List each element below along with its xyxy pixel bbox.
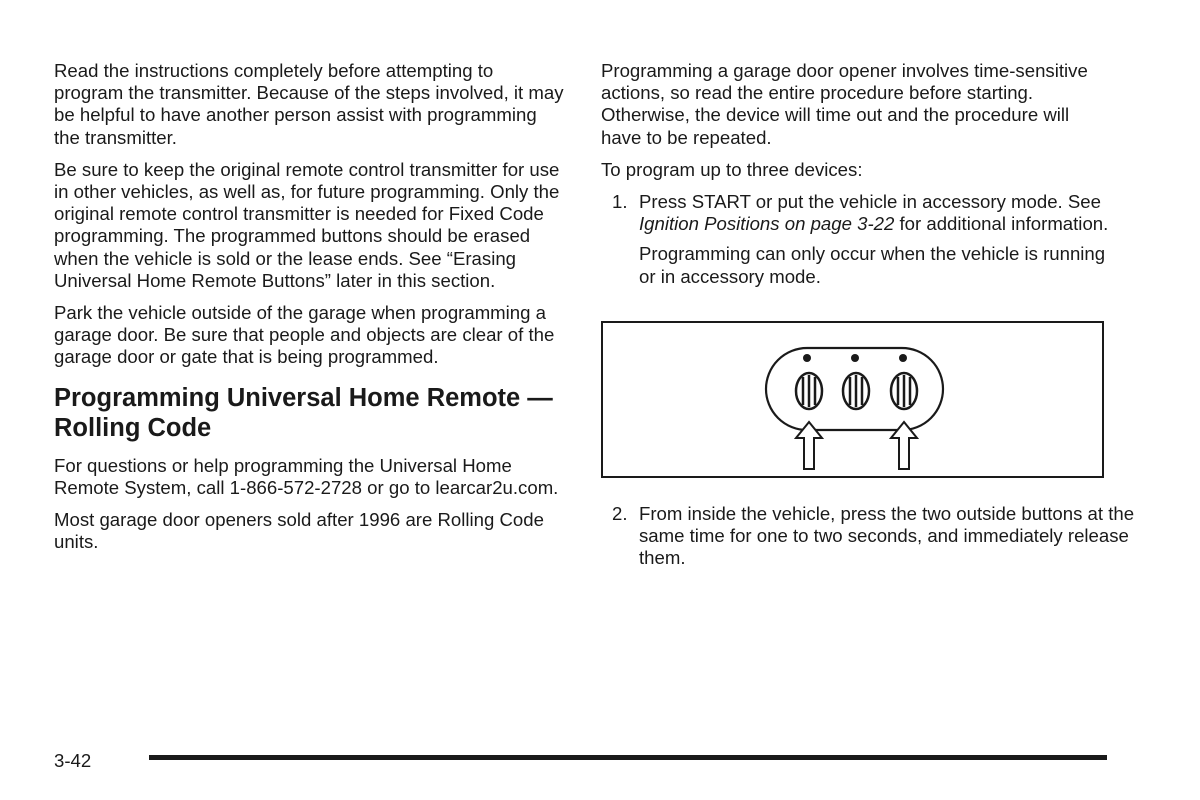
page-number: 3-42 bbox=[54, 750, 92, 771]
step-text-end: for additional information. bbox=[894, 213, 1109, 235]
remote-buttons-illustration bbox=[601, 321, 1104, 478]
help-contact-paragraph: For questions or help programming the Universal Home Remote System, call 1-866-572-2728 or go to learcar2u.com. bbox=[54, 454, 559, 498]
section-heading: Programming Universal Home Remote — Rolling Code bbox=[54, 383, 553, 442]
indicator-dot bbox=[851, 354, 859, 362]
cross-reference: Ignition Positions on page 3-22 bbox=[639, 213, 895, 235]
footer-rule bbox=[149, 755, 1107, 760]
remote-button-2 bbox=[843, 373, 869, 409]
step-1-note: Programming can only occur when the vehicle is running or in accessory mode. bbox=[639, 243, 1106, 287]
remote-button-3 bbox=[891, 373, 917, 409]
keep-transmitter-paragraph: Be sure to keep the original remote control transmitter for use in other vehicles, as well as, for future programming. Only the original remote control transmitter is needed for Fixed Code programming. The programmed buttons should be erased when the vehicle is sold or the lease ends. See “Erasing Universal Home Remote Buttons” later in this section. bbox=[54, 158, 560, 291]
right-column bbox=[601, 60, 1111, 298]
steps-intro: To program up to three devices: bbox=[601, 158, 863, 180]
step-1 bbox=[601, 191, 1111, 235]
time-sensitive-paragraph: Programming a garage door opener involves time-sensitive actions, so read the entire procedure before starting. Otherwise, the device will time out and the procedure will have to be repeated. bbox=[601, 60, 1088, 148]
step-text: From inside the vehicle, press the two outside buttons at the same time for one to two seconds, and immediately release them. bbox=[639, 503, 1135, 569]
rolling-code-paragraph: Most garage door openers sold after 1996 are Rolling Code units. bbox=[54, 509, 544, 553]
step-2 bbox=[601, 503, 1149, 570]
remote-buttons-drawing bbox=[603, 323, 1102, 476]
left-column bbox=[54, 60, 566, 563]
intro-paragraph: Read the instructions completely before attempting to program the transmitter. Because of the steps involved, it may be helpful to have another person assist with programming the transmitter. bbox=[54, 60, 564, 148]
step-number: 2. bbox=[612, 503, 628, 524]
step-number: 1. bbox=[612, 191, 628, 213]
indicator-dot bbox=[899, 354, 907, 362]
remote-button-1 bbox=[796, 373, 822, 409]
step-text-start: Press START or put the vehicle in accessory mode. See bbox=[639, 191, 1101, 213]
park-vehicle-paragraph: Park the vehicle outside of the garage when programming a garage door. Be sure that people and objects are clear of the garage door or gate that is being programmed. bbox=[54, 302, 555, 368]
indicator-dot bbox=[803, 354, 811, 362]
step-text bbox=[639, 191, 1111, 235]
